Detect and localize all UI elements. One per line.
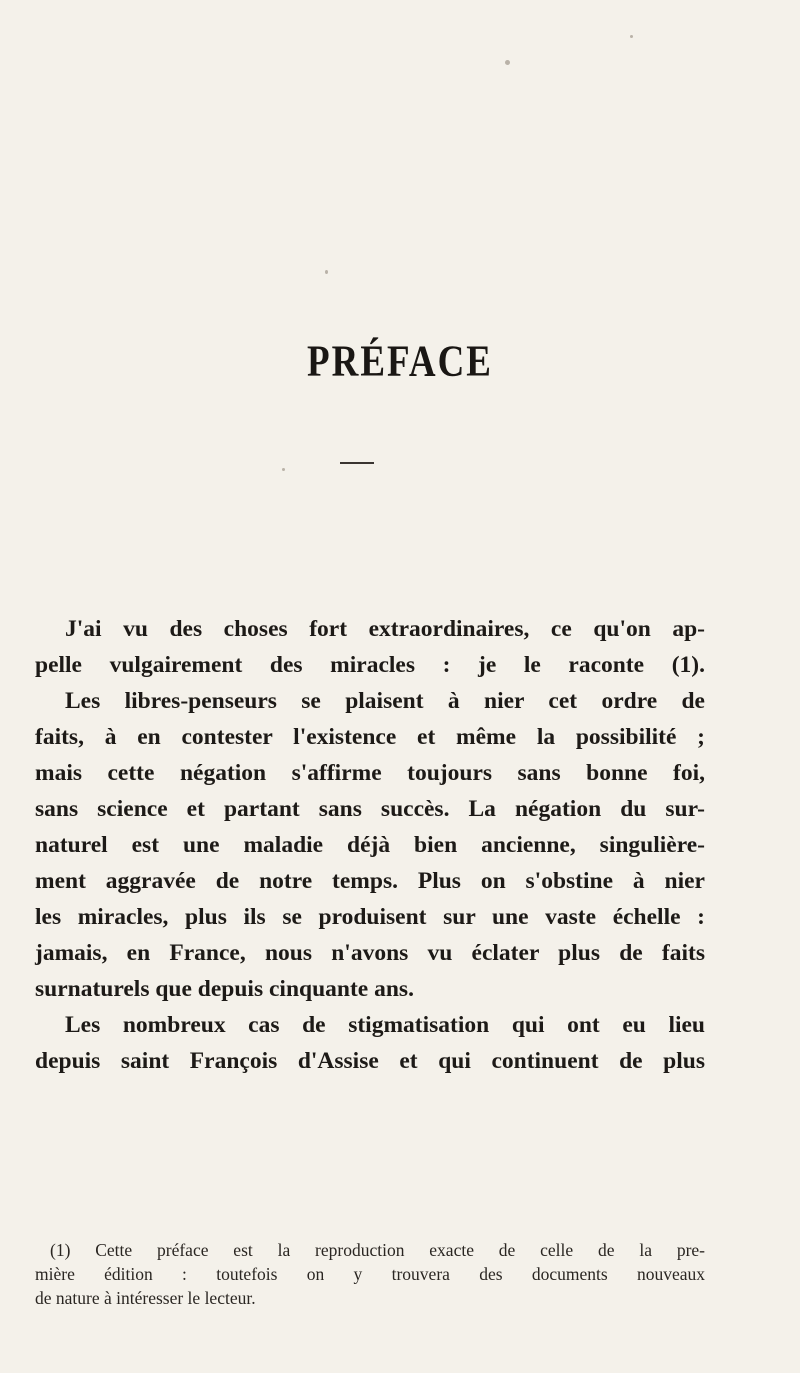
paper-speck [630, 35, 633, 38]
text-line: J'ai vu des choses fort extraordinaires, ce qu'on ap- [65, 616, 705, 642]
text-line: mais cette négation s'affirme toujours sans bonne foi, [35, 760, 705, 786]
paper-speck [505, 60, 510, 65]
page-title: PRÉFACE [307, 336, 493, 387]
footnote [35, 1238, 705, 1310]
title-divider [340, 462, 374, 464]
text-line: pelle vulgairement des miracles : je le raconte (1). [35, 652, 705, 678]
text-line: jamais, en France, nous n'avons vu éclater plus de faits [35, 940, 705, 966]
text-line: ment aggravée de notre temps. Plus on s'obstine à nier [35, 868, 705, 894]
footnote-line: de nature à intéresser le lecteur. [35, 1288, 256, 1308]
text-line: Les libres-penseurs se plaisent à nier cet ordre de [65, 688, 705, 714]
paper-speck [325, 270, 328, 274]
text-line: Les nombreux cas de stigmatisation qui ont eu lieu [65, 1012, 705, 1038]
text-line: depuis saint François d'Assise et qui continuent de plus [35, 1048, 705, 1074]
text-line: surnaturels que depuis cinquante ans. [35, 976, 414, 1002]
text-line: naturel est une maladie déjà bien ancienne, singulière- [35, 832, 705, 858]
footnote-line: mière édition : toutefois on y trouvera des documents nouveaux [35, 1264, 705, 1284]
text-line: sans science et partant sans succès. La négation du sur- [35, 796, 705, 822]
paper-speck [282, 468, 285, 471]
body-text [35, 611, 705, 1079]
text-line: faits, à en contester l'existence et même la possibilité ; [35, 724, 705, 750]
text-line: les miracles, plus ils se produisent sur une vaste échelle : [35, 904, 705, 930]
footnote-line: (1) Cette préface est la reproduction exacte de celle de la pre- [50, 1240, 705, 1260]
